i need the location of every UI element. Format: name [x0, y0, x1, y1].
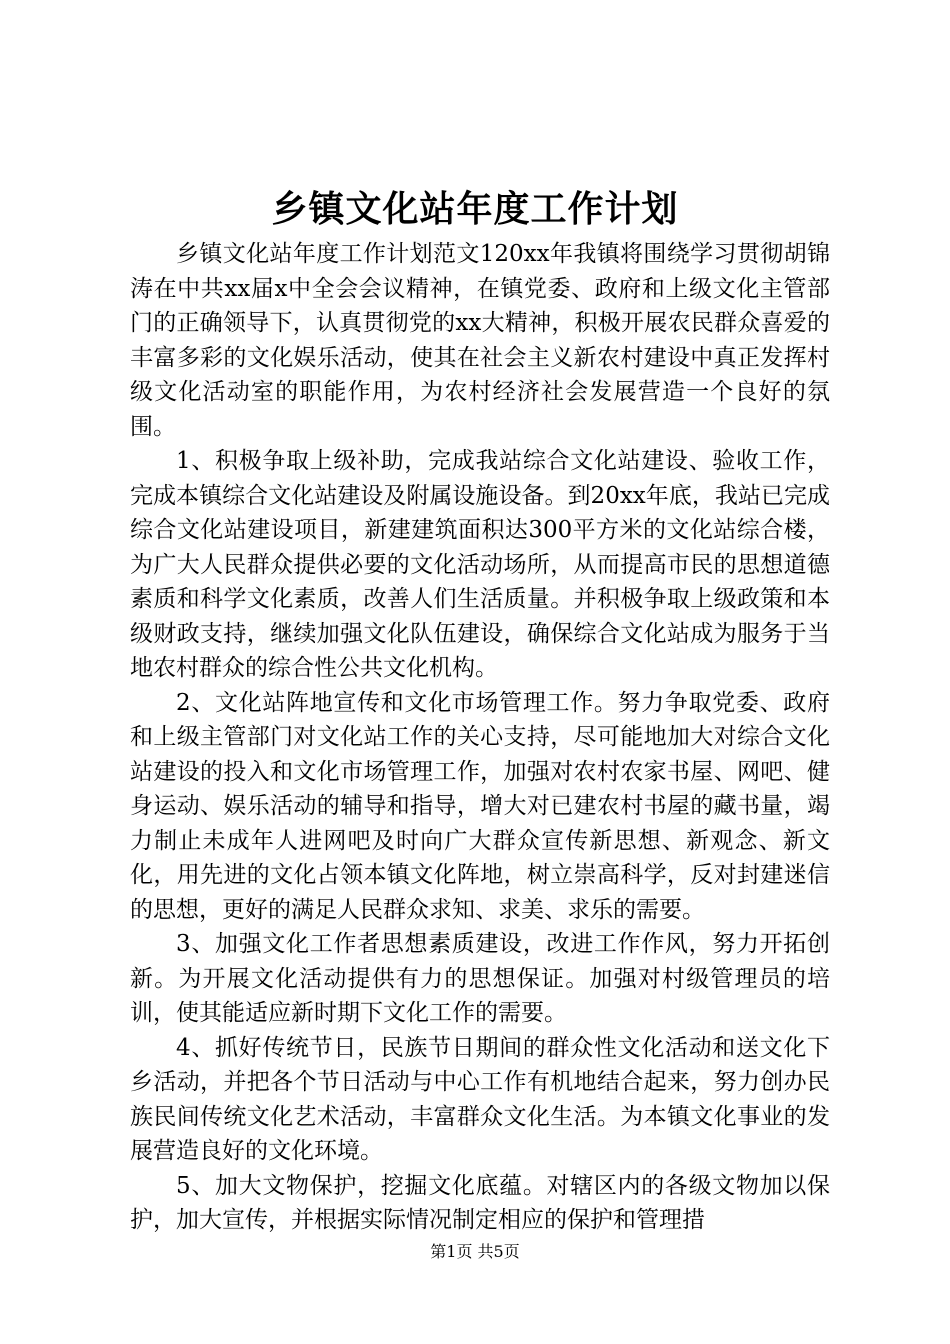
paragraph-item-5: 5、加大文物保护，挖掘文化底蕴。对辖区内的各级文物加以保护，加大宣传，并根据实际情况制定相应的保护和管理措 [130, 1172, 830, 1233]
document-title: 乡镇文化站年度工作计划 [271, 188, 679, 230]
paragraph-item-3: 3、加强文化工作者思想素质建设，改进工作作风，努力开拓创新。为开展文化活动提供有力的思想保证。加强对村级管理员的培训，使其能适应新时期下文化工作的需要。 [130, 931, 830, 1026]
page-number-footer: 第1页 共5页 [430, 1242, 520, 1261]
document-body [130, 237, 830, 1238]
paragraph-item-2: 2、文化站阵地宣传和文化市场管理工作。努力争取党委、政府和上级主管部门对文化站工作的关心支持，尽可能地加大对综合文化站建设的投入和文化市场管理工作，加强对农村农家书屋、网吧、健身运动、娱乐活动的辅导和指导，增大对已建农村书屋的藏书量，竭力制止未成年人进网吧及时向广大群众宣传新思想、新观念、新文化，用先进的文化占领本镇文化阵地，树立崇高科学，反对封建迷信的思想，更好的满足人民群众求知、求美、求乐的需要。 [130, 689, 830, 923]
paragraph-item-1: 1、积极争取上级补助，完成我站综合文化站建设、验收工作，完成本镇综合文化站建设及附属设施设备。到20xx年底，我站已完成综合文化站建设项目，新建建筑面积达300平方米的文化站综合楼，为广大人民群众提供必要的文化活动场所，从而提高市民的思想道德素质和科学文化素质，改善人们生活质量。并积极争取上级政策和本级财政支持，继续加强文化队伍建设，确保综合文化站成为服务于当地农村群众的综合性公共文化机构。 [130, 448, 830, 681]
paragraph-intro: 乡镇文化站年度工作计划范文120xx年我镇将围绕学习贯彻胡锦涛在中共xx届x中全会会议精神，在镇党委、政府和上级文化主管部门的正确领导下，认真贯彻党的xx大精神，积极开展农民群众喜爱的丰富多彩的文化娱乐活动，使其在社会主义新农村建设中真正发挥村级文化活动室的职能作用，为农村经济社会发展营造一个良好的氛围。 [130, 241, 830, 440]
paragraph-item-4: 4、抓好传统节日，民族节日期间的群众性文化活动和送文化下乡活动，并把各个节日活动与中心工作有机地结合起来，努力创办民族民间传统文化艺术活动，丰富群众文化生活。为本镇文化事业的发展营造良好的文化环境。 [130, 1034, 830, 1164]
